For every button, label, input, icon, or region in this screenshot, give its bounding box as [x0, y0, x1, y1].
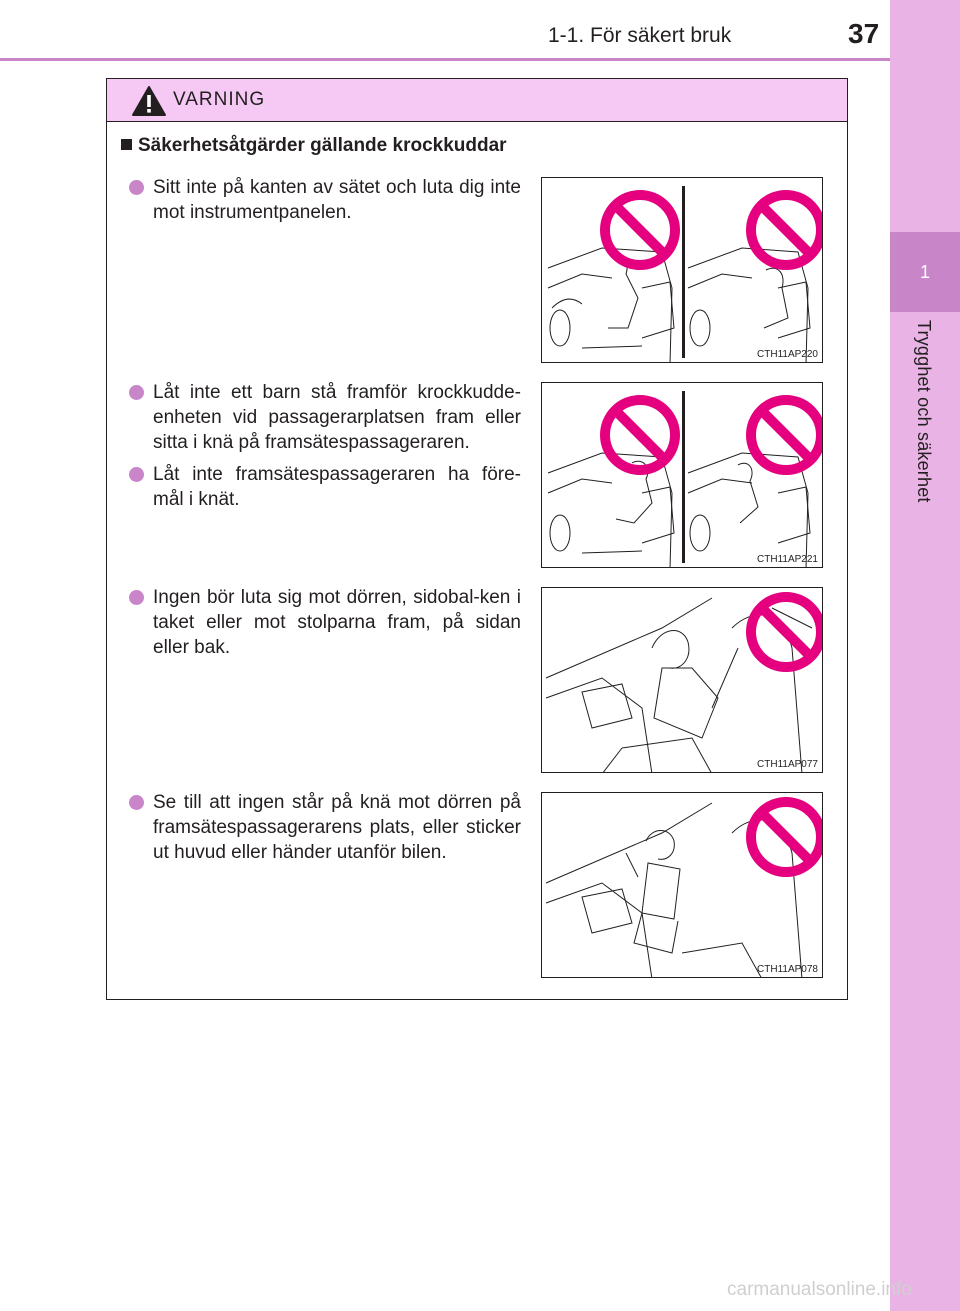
header-rule: [0, 58, 890, 61]
square-bullet-icon: [121, 139, 132, 150]
car-interior-illustration: [542, 178, 823, 363]
prohibited-icon: [751, 400, 821, 470]
list-item: [129, 380, 521, 455]
list-item: [129, 175, 521, 225]
chapter-side-bar: [890, 0, 960, 1311]
bullet-dot-icon: [129, 590, 144, 605]
warning-header: [107, 79, 847, 122]
bullet-dot-icon: [129, 467, 144, 482]
illustration-leaning-against-door: [541, 587, 823, 773]
list-item-text: Låt inte framsätespassageraren ha före-mål i knät.: [153, 464, 521, 510]
list-item: [129, 790, 521, 865]
prohibited-icon: [605, 195, 675, 265]
chapter-title: Trygghet och säkerhet: [914, 320, 934, 503]
list-item-text: Låt inte ett barn stå framför krockkudde-enheten vid passagerarplatsen fram eller sitta i knä på framsätespassageraren.: [153, 382, 521, 453]
prohibited-icon: [605, 400, 675, 470]
list-item-text: Sitt inte på kanten av sätet och luta dig inte mot instrumentpanelen.: [153, 177, 521, 223]
illustration-kneeling-against-door: [541, 792, 823, 978]
prohibited-icon: [751, 802, 821, 872]
illustration-sitting-on-seat-edge: [541, 177, 823, 363]
chapter-number: 1: [919, 262, 930, 282]
warning-box: [106, 78, 848, 1000]
bullet-dot-icon: [129, 795, 144, 810]
car-interior-illustration: [542, 383, 823, 568]
warning-label: VARNING: [173, 89, 266, 110]
warning-heading-text: Säkerhetsåtgärder gällande krockkuddar: [138, 135, 507, 156]
bullet-dot-icon: [129, 385, 144, 400]
list-item: [129, 462, 521, 512]
list-item: [129, 585, 521, 660]
list-item-text: Se till att ingen står på knä mot dörren på framsätespassagerarens plats, eller sticker ut huvud eller händer utanför bilen.: [153, 792, 521, 863]
figure-code: CTH11AP221: [757, 554, 818, 565]
section-title: 1-1. För säkert bruk: [548, 24, 732, 47]
figure-code: CTH11AP078: [757, 964, 818, 975]
figure-code: CTH11AP077: [757, 759, 818, 770]
prohibited-icon: [751, 597, 821, 667]
bullet-dot-icon: [129, 180, 144, 195]
list-item-text: Ingen bör luta sig mot dörren, sidobal-ken i taket eller mot stolparna fram, på sidan eller bak.: [153, 587, 521, 658]
prohibited-icon: [751, 195, 821, 265]
chapter-tab: [890, 232, 960, 312]
warning-triangle-icon: [131, 85, 167, 117]
car-interior-illustration: [542, 793, 823, 978]
page-number: 37: [848, 18, 880, 49]
warning-heading: [121, 135, 507, 157]
figure-code: CTH11AP220: [757, 349, 818, 360]
watermark: carmanualsonline.info: [727, 1279, 912, 1300]
car-interior-illustration: [542, 588, 823, 773]
illustration-child-in-front-of-airbag: [541, 382, 823, 568]
